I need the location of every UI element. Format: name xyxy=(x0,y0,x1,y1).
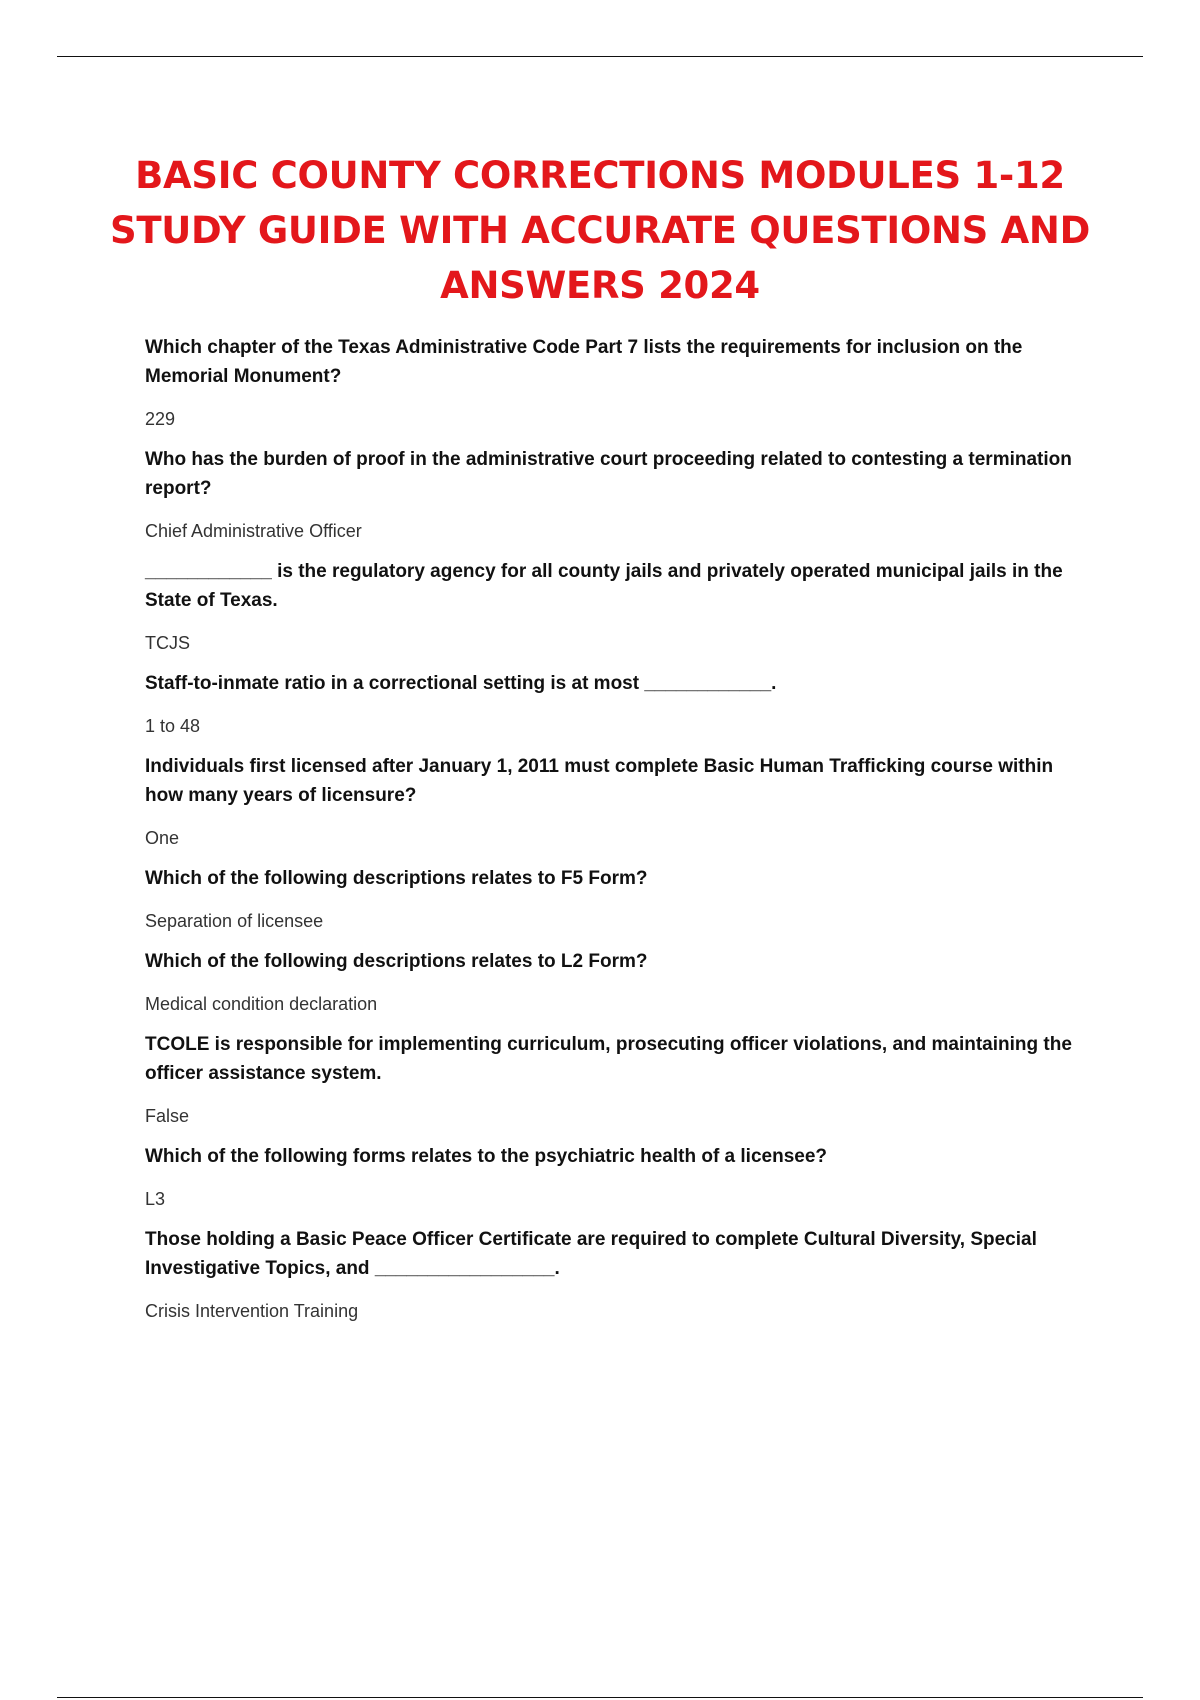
qa-list xyxy=(145,333,1090,1337)
qa-item xyxy=(145,1225,1090,1323)
answer-text: L3 xyxy=(145,1189,166,1209)
question-text: Those holding a Basic Peace Officer Certificate are required to complete Cultural Diversity, Special Investigative Topics, and _________________. xyxy=(145,1229,1037,1279)
document-title: BASIC COUNTY CORRECTIONS MODULES 1-12 STUDY GUIDE WITH ACCURATE QUESTIONS AND ANSWERS 2024 xyxy=(110,154,1090,307)
question-text: Which of the following descriptions relates to L2 Form? xyxy=(145,951,648,972)
qa-item xyxy=(145,947,1090,1016)
qa-item xyxy=(145,752,1090,850)
question-text: Which chapter of the Texas Administrative Code Part 7 lists the requirements for inclusion on the Memorial Monument? xyxy=(145,337,1023,387)
qa-item xyxy=(145,445,1090,543)
bottom-rule xyxy=(57,1697,1143,1698)
answer-text: TCJS xyxy=(145,633,190,653)
qa-item xyxy=(145,557,1090,655)
question-text: Who has the burden of proof in the administrative court proceeding related to contesting a termination report? xyxy=(145,449,1072,499)
answer-text: Crisis Intervention Training xyxy=(145,1301,359,1321)
answer-text: Chief Administrative Officer xyxy=(145,521,362,541)
answer-text: Separation of licensee xyxy=(145,911,324,931)
qa-item xyxy=(145,1030,1090,1128)
answer-text: 1 to 48 xyxy=(145,716,201,736)
qa-item xyxy=(145,669,1090,738)
answer-text: Medical condition declaration xyxy=(145,994,378,1014)
question-text: Staff-to-inmate ratio in a correctional setting is at most ____________. xyxy=(145,673,777,694)
question-text: Which of the following descriptions relates to F5 Form? xyxy=(145,868,648,889)
answer-text: 229 xyxy=(145,409,176,429)
question-text: Individuals first licensed after January 1, 2011 must complete Basic Human Trafficking course within how many years of licensure? xyxy=(145,756,1054,806)
answer-text: False xyxy=(145,1106,190,1126)
qa-item xyxy=(145,333,1090,431)
top-rule xyxy=(57,56,1143,57)
answer-text: One xyxy=(145,828,180,848)
question-text: ____________ is the regulatory agency for all county jails and privately operated municipal jails in the State of Texas. xyxy=(145,561,1063,611)
question-text: Which of the following forms relates to the psychiatric health of a licensee? xyxy=(145,1146,828,1167)
qa-item xyxy=(145,864,1090,933)
qa-item xyxy=(145,1142,1090,1211)
question-text: TCOLE is responsible for implementing curriculum, prosecuting officer violations, and maintaining the officer assistance system. xyxy=(145,1034,1072,1084)
